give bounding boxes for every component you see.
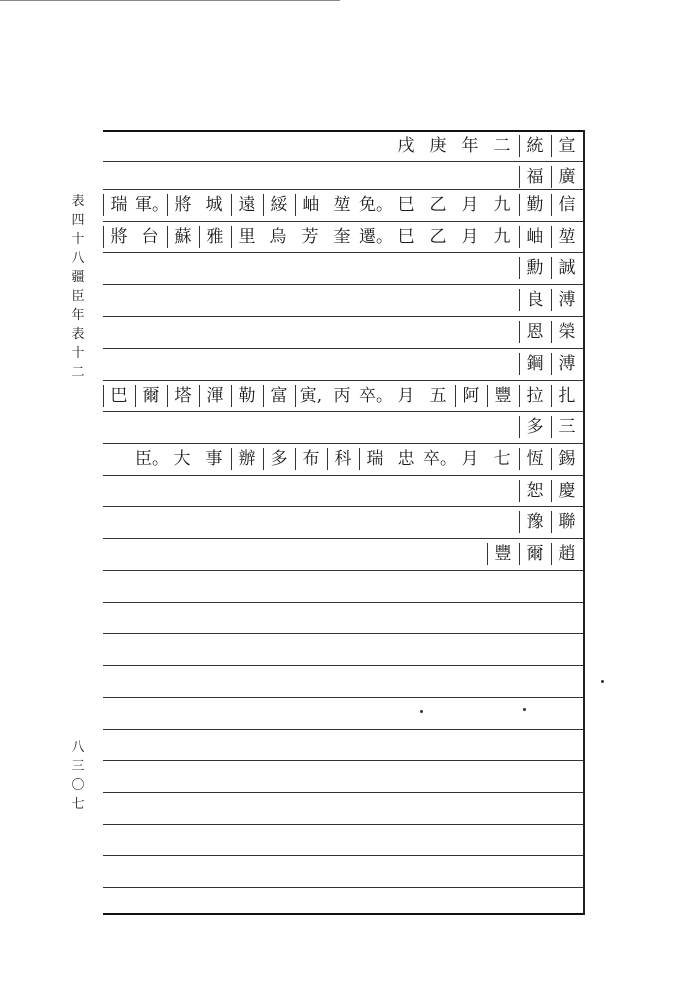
table-cell: 拉 bbox=[519, 385, 550, 407]
table-cell: 堃 bbox=[333, 195, 351, 215]
table-cell: 大 bbox=[173, 449, 191, 469]
table-cell: 五 bbox=[429, 386, 447, 406]
table-row bbox=[103, 130, 583, 161]
table-rule bbox=[103, 887, 583, 888]
table-cell: 乙 bbox=[429, 195, 447, 215]
chronological-table bbox=[103, 130, 585, 915]
table-cell: 溥 bbox=[551, 353, 582, 375]
table-cell: 將 bbox=[167, 194, 198, 216]
table-row bbox=[103, 189, 583, 220]
table-cell: 良 bbox=[519, 289, 550, 311]
table-rule bbox=[103, 633, 583, 634]
table-rule bbox=[103, 760, 583, 761]
table-cell: 宣 bbox=[551, 135, 582, 157]
table-row bbox=[103, 475, 583, 506]
table-cell: 台 bbox=[141, 227, 159, 247]
table-cell: 誠 bbox=[551, 257, 582, 279]
table-cell: 軍。 bbox=[135, 195, 169, 215]
table-cell: 岫 bbox=[519, 226, 550, 248]
page-number: 八三〇七 bbox=[71, 740, 85, 812]
table-cell: 信 bbox=[551, 194, 582, 216]
table-cell: 慶 bbox=[551, 480, 582, 502]
table-cell: 九 bbox=[493, 227, 511, 247]
scan-speck bbox=[523, 708, 526, 711]
table-row bbox=[103, 221, 583, 252]
table-cell: 豐 bbox=[487, 543, 518, 565]
table-rule bbox=[103, 665, 583, 666]
table-rule bbox=[103, 602, 583, 603]
table-cell: 岫 bbox=[295, 194, 326, 216]
table-row bbox=[103, 161, 583, 192]
table-cell: 事 bbox=[205, 449, 223, 469]
table-cell: 將 bbox=[103, 226, 134, 248]
table-cell: 月 bbox=[397, 386, 415, 406]
table-cell: 阿 bbox=[455, 385, 486, 407]
table-cell: 恆 bbox=[519, 448, 550, 470]
table-cell: 奎 bbox=[333, 227, 351, 247]
table-cell: 巴 bbox=[103, 385, 134, 407]
table-cell: 科 bbox=[327, 448, 358, 470]
table-cell: 戌 bbox=[397, 136, 415, 156]
table-cell: 勳 bbox=[519, 257, 550, 279]
table-cell: 城 bbox=[205, 195, 223, 215]
table-cell: 二 bbox=[493, 136, 511, 156]
table-cell: 福 bbox=[519, 166, 550, 188]
table-cell: 爾 bbox=[135, 385, 166, 407]
table-cell: 豐 bbox=[487, 385, 518, 407]
scan-speck bbox=[601, 680, 604, 683]
table-cell: 巳 bbox=[397, 195, 415, 215]
table-cell: 三 bbox=[551, 416, 582, 438]
table-cell: 卒。 bbox=[359, 386, 393, 406]
table-row bbox=[103, 380, 583, 411]
table-cell: 乙 bbox=[429, 227, 447, 247]
table-cell: 爾 bbox=[519, 543, 550, 565]
table-rule bbox=[103, 792, 583, 793]
table-cell: 多 bbox=[263, 448, 294, 470]
table-row bbox=[103, 316, 583, 347]
table-cell: 勒 bbox=[231, 385, 262, 407]
scan-top-edge bbox=[0, 0, 340, 1]
table-cell: 堃 bbox=[551, 226, 582, 248]
margin-title: 表四十八 疆臣年表十二 bbox=[71, 194, 98, 380]
table-cell: 豫 bbox=[519, 511, 550, 533]
table-row bbox=[103, 252, 583, 283]
table-cell: 巳 bbox=[397, 227, 415, 247]
table-cell: 里 bbox=[231, 226, 262, 248]
table-cell: 寅, bbox=[295, 385, 326, 407]
table-cell: 遷。 bbox=[359, 227, 393, 247]
table-cell: 多 bbox=[519, 416, 550, 438]
table-cell: 臣。 bbox=[135, 449, 169, 469]
table-cell: 綏 bbox=[263, 194, 294, 216]
table-cell: 月 bbox=[461, 227, 479, 247]
table-cell: 恩 bbox=[519, 321, 550, 343]
table-rule bbox=[103, 570, 583, 571]
table-cell: 恕 bbox=[519, 480, 550, 502]
table-rule bbox=[103, 855, 583, 856]
table-cell: 烏 bbox=[269, 227, 287, 247]
table-cell: 榮 bbox=[551, 321, 582, 343]
table-cell: 丙 bbox=[333, 386, 351, 406]
table-cell: 庚 bbox=[429, 136, 447, 156]
table-cell: 辦 bbox=[231, 448, 262, 470]
table-row bbox=[103, 538, 583, 569]
table-row bbox=[103, 284, 583, 315]
table-cell: 趙 bbox=[551, 543, 582, 565]
table-cell: 扎 bbox=[551, 385, 582, 407]
table-cell: 九 bbox=[493, 195, 511, 215]
table-cell: 布 bbox=[295, 448, 326, 470]
table-cell: 忠 bbox=[397, 449, 415, 469]
table-cell: 七 bbox=[493, 449, 511, 469]
table-cell: 統 bbox=[519, 135, 550, 157]
table-cell: 月 bbox=[461, 195, 479, 215]
table-cell: 遠 bbox=[231, 194, 262, 216]
table-cell: 年 bbox=[461, 136, 479, 156]
table-cell: 卒。 bbox=[423, 449, 457, 469]
table-cell: 瑞 bbox=[359, 448, 390, 470]
table-cell: 鋼 bbox=[519, 353, 550, 375]
table-cell: 富 bbox=[263, 385, 294, 407]
table-cell: 月 bbox=[461, 449, 479, 469]
table-rule bbox=[103, 824, 583, 825]
table-cell: 聯 bbox=[551, 511, 582, 533]
table-cell: 免。 bbox=[359, 195, 393, 215]
table-cell: 芳 bbox=[301, 227, 319, 247]
table-rule bbox=[103, 729, 583, 730]
table-row bbox=[103, 506, 583, 537]
table-cell: 廣 bbox=[551, 166, 582, 188]
table-row bbox=[103, 348, 583, 379]
table-cell: 溥 bbox=[551, 289, 582, 311]
table-cell: 錫 bbox=[551, 448, 582, 470]
scan-speck bbox=[420, 710, 423, 713]
table-rule bbox=[103, 913, 583, 915]
table-rule bbox=[103, 697, 583, 698]
table-cell: 塔 bbox=[167, 385, 198, 407]
table-cell: 蘇 bbox=[167, 226, 198, 248]
table-row bbox=[103, 443, 583, 474]
table-cell: 瑞 bbox=[103, 194, 134, 216]
table-cell: 渾 bbox=[199, 385, 230, 407]
table-cell: 勤 bbox=[519, 194, 550, 216]
table-row bbox=[103, 411, 583, 442]
table-cell: 雅 bbox=[199, 226, 230, 248]
